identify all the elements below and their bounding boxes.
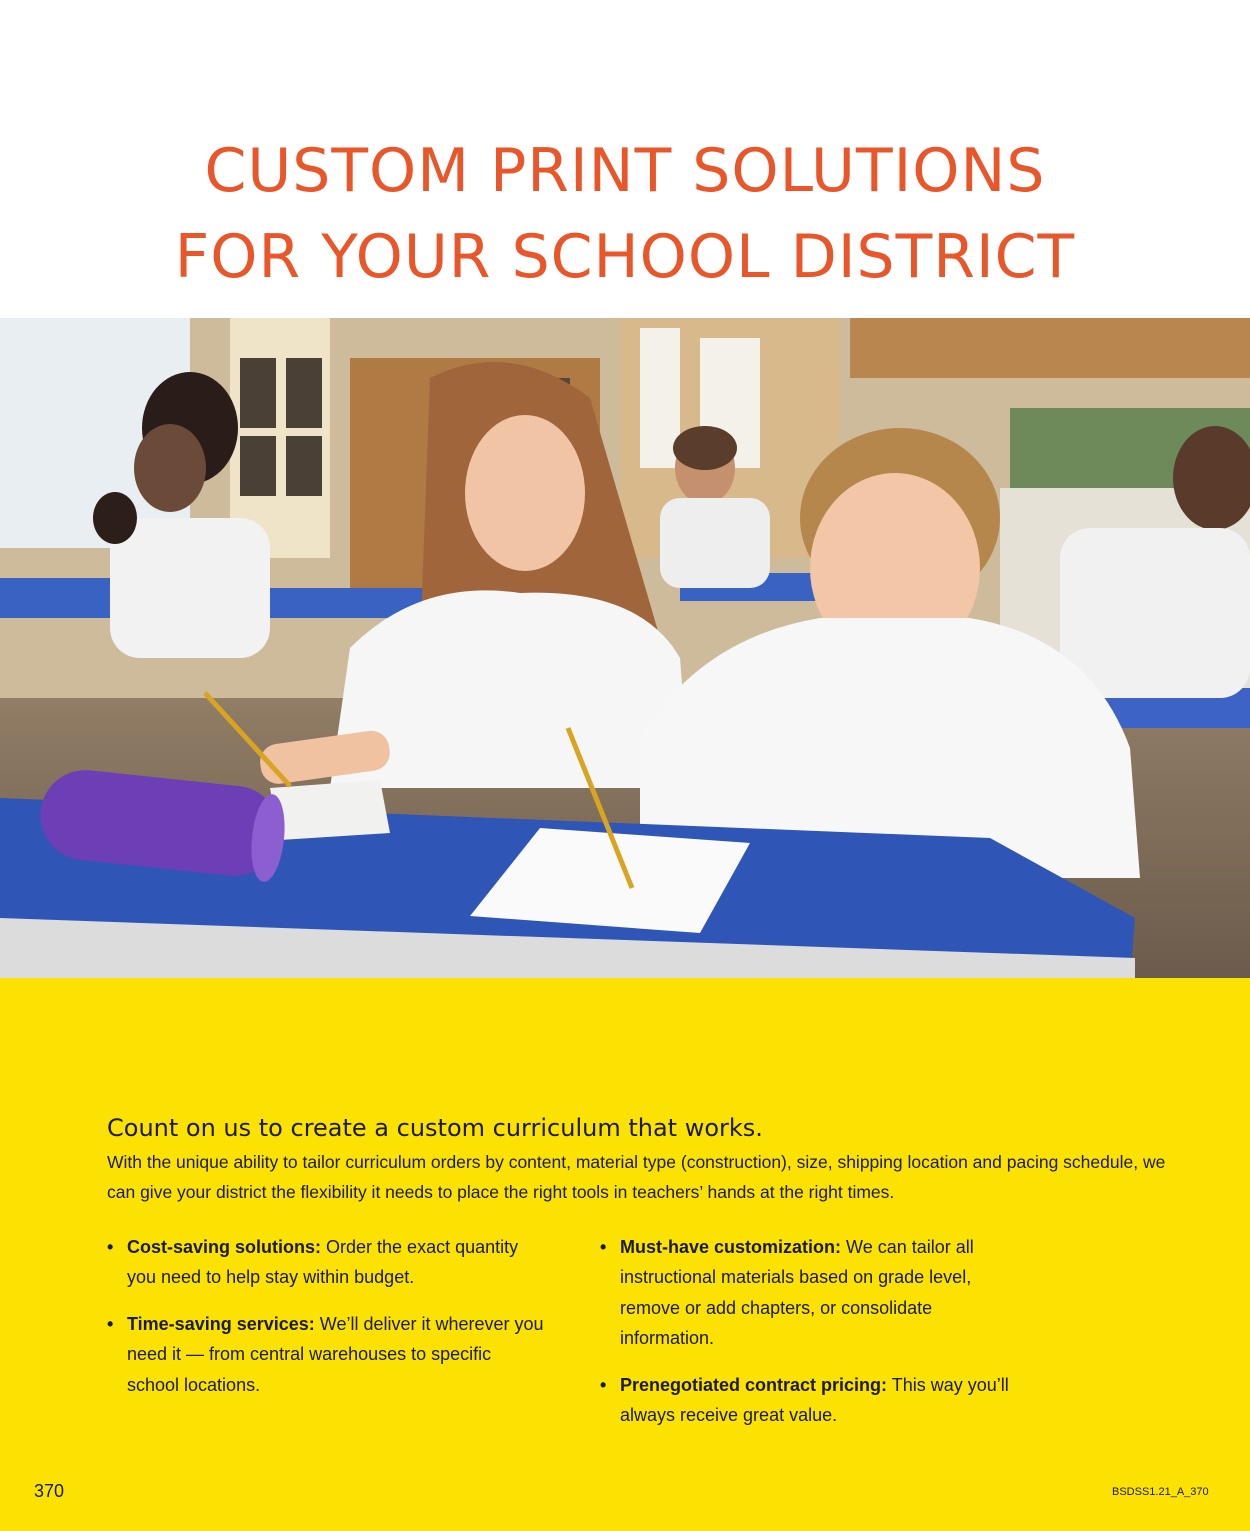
- bullet-text: Order the exact quantity you need to help stay within budget.: [127, 1236, 519, 1288]
- bullet-item: [107, 1309, 547, 1401]
- bullet-lead: Prenegotiated contract pricing:: [620, 1374, 888, 1395]
- bullet-item: [107, 1232, 547, 1293]
- page-number: 370: [34, 1480, 65, 1501]
- classroom-illustration: [0, 318, 1250, 978]
- bullet-dot-icon: •: [600, 1374, 607, 1395]
- title-line-2: FOR YOUR SCHOOL DISTRICT: [174, 221, 1076, 292]
- classroom-photo: [0, 318, 1250, 978]
- section-intro: With the unique ability to tailor curriculum orders by content, material type (construction), size, shipping location and pacing schedule, we can give your district the flexibility it needs to place the right tools in teachers’ hands at the right times.: [107, 1151, 1166, 1202]
- bullet-list-left: [107, 1232, 547, 1417]
- bullet-item: [600, 1370, 1020, 1431]
- page-title: [0, 128, 1250, 300]
- header-section: [0, 20, 1250, 318]
- bullet-dot-icon: •: [107, 1313, 114, 1334]
- title-line-1: CUSTOM PRINT SOLUTIONS: [204, 135, 1046, 206]
- bullet-text: This way you’ll always receive great value.: [620, 1374, 1009, 1426]
- bullet-item: [600, 1232, 1020, 1354]
- bullet-dot-icon: •: [107, 1236, 114, 1257]
- bullet-dot-icon: •: [600, 1236, 607, 1257]
- catalog-code: BSDSS1.21_A_370: [1112, 1485, 1209, 1498]
- bullet-text: We can tailor all instructional materials based on grade level, remove or add chapters, or consolidate information.: [620, 1236, 974, 1349]
- bullet-lead: Cost-saving solutions:: [127, 1236, 322, 1257]
- bullet-text: We’ll deliver it wherever you need it — from central warehouses to specific school locations.: [127, 1313, 544, 1395]
- bullet-lead: Must-have customization:: [620, 1236, 842, 1257]
- section-subheading: Count on us to create a custom curriculum that works.: [107, 1113, 763, 1142]
- bullet-lead: Time-saving services:: [127, 1313, 315, 1334]
- bullet-list-right: [600, 1232, 1020, 1447]
